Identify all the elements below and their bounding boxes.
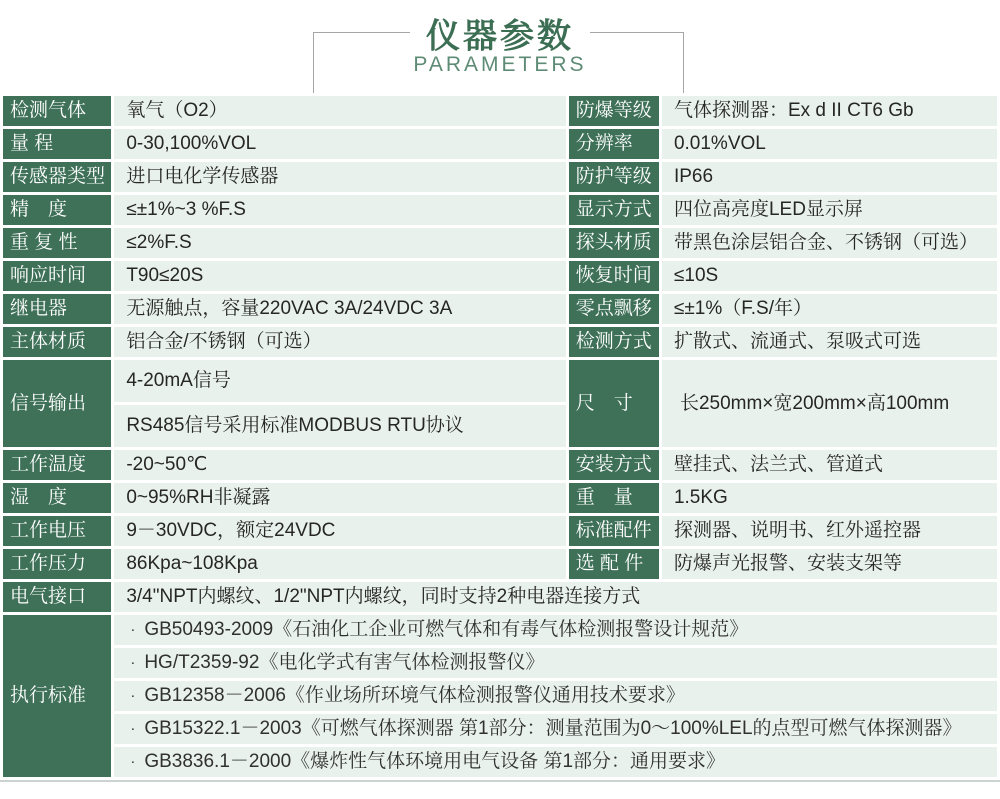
param-label: 主体材质 (3, 327, 111, 357)
table-row (3, 450, 997, 480)
table-row (3, 261, 997, 291)
param-value: 带黑色涂层铝合金、不锈钢（可选） (662, 228, 997, 258)
page-subtitle: PARAMETERS (413, 53, 587, 76)
bullet-icon: · (130, 720, 136, 738)
table-row-electrical (3, 582, 997, 612)
table-row (3, 162, 997, 192)
param-label: 显示方式 (569, 195, 659, 225)
param-label: 安装方式 (569, 450, 659, 480)
param-label: 湿 度 (3, 483, 111, 513)
standard-item (114, 615, 997, 645)
parameters-table (0, 93, 1000, 780)
param-value: 防爆声光报警、安装支架等 (662, 549, 997, 579)
param-label: 分辨率 (569, 129, 659, 159)
param-label: 工作温度 (3, 450, 111, 480)
table-row (3, 327, 997, 357)
param-label: 重 量 (569, 483, 659, 513)
electrical-interface-value: 3/4"NPT内螺纹、1/2"NPT内螺纹，同时支持2种电器连接方式 (114, 582, 997, 612)
table-row (3, 96, 997, 126)
param-value: 9－30VDC，额定24VDC (114, 516, 565, 546)
header (0, 0, 1000, 93)
param-label: 防护等级 (569, 162, 659, 192)
bullet-icon: · (130, 687, 136, 705)
electrical-interface-label: 电气接口 (3, 582, 111, 612)
param-label: 传感器类型 (3, 162, 111, 192)
param-value: 0~95%RH非凝露 (114, 483, 565, 513)
table-row-standard (3, 681, 997, 711)
table-row-standard (3, 747, 997, 777)
standard-item-text: GB15322.1－2003《可燃气体探测器 第1部分：测量范围为0～100%LEL的点型可燃气体探测器》 (144, 718, 962, 740)
standards-label: 执行标准 (3, 615, 111, 777)
param-value: 无源触点，容量220VAC 3A/24VDC 3A (114, 294, 565, 324)
table-row (3, 228, 997, 258)
table-row (3, 195, 997, 225)
param-value: ≤10S (662, 261, 997, 291)
signal-output-label: 信号输出 (3, 360, 111, 447)
param-value: 壁挂式、法兰式、管道式 (662, 450, 997, 480)
param-label: 零点飘移 (569, 294, 659, 324)
signal-output-value-2: RS485信号采用标准MODBUS RTU协议 (114, 405, 565, 447)
table-row (3, 516, 997, 546)
bottom-divider (0, 780, 1000, 782)
table-row (3, 294, 997, 324)
param-label: 选 配 件 (569, 549, 659, 579)
bullet-icon: · (130, 753, 136, 771)
param-value: 1.5KG (662, 483, 997, 513)
param-label: 继电器 (3, 294, 111, 324)
param-value: 86Kpa~108Kpa (114, 549, 565, 579)
param-value: -20~50℃ (114, 450, 565, 480)
param-value: 进口电化学传感器 (114, 162, 565, 192)
table-row (3, 483, 997, 513)
page-title: 仪器参数 (410, 9, 590, 58)
table-row-standard (3, 648, 997, 678)
standard-item-text: GB12358－2006《作业场所环境气体检测报警仪通用技术要求》 (144, 685, 685, 707)
param-label: 恢复时间 (569, 261, 659, 291)
param-value: IP66 (662, 162, 997, 192)
param-label: 工作电压 (3, 516, 111, 546)
param-value: 氧气（O2） (114, 96, 565, 126)
standard-item-text: GB50493-2009《石油化工企业可燃气体和有毒气体检测报警设计规范》 (144, 619, 749, 641)
param-label: 探头材质 (569, 228, 659, 258)
table-row-signal-output (3, 360, 997, 402)
standard-item (114, 648, 997, 678)
dimensions-label: 尺 寸 (569, 360, 659, 447)
standard-item-text: HG/T2359-92《电化学式有害气体检测报警仪》 (144, 652, 545, 674)
param-value: 0.01%VOL (662, 129, 997, 159)
param-value: 探测器、说明书、红外遥控器 (662, 516, 997, 546)
param-label: 检测方式 (569, 327, 659, 357)
standard-item (114, 681, 997, 711)
standard-item-text: GB3836.1－2000《爆炸性气体环境用电气设备 第1部分：通用要求》 (144, 751, 726, 773)
param-label: 量 程 (3, 129, 111, 159)
dimensions-value: 长250mm×宽200mm×高100mm (662, 360, 997, 447)
param-value: T90≤20S (114, 261, 565, 291)
bullet-icon: · (130, 654, 136, 672)
signal-output-value-1: 4-20mA信号 (114, 360, 565, 402)
table-row (3, 549, 997, 579)
param-value: 扩散式、流通式、泵吸式可选 (662, 327, 997, 357)
param-value: 气体探测器：Ex d II CT6 Gb (662, 96, 997, 126)
param-label: 防爆等级 (569, 96, 659, 126)
param-label: 响应时间 (3, 261, 111, 291)
param-label: 标准配件 (569, 516, 659, 546)
param-value: 铝合金/不锈钢（可选） (114, 327, 565, 357)
param-label: 工作压力 (3, 549, 111, 579)
table-row (3, 129, 997, 159)
param-label: 重 复 性 (3, 228, 111, 258)
param-label: 检测气体 (3, 96, 111, 126)
param-value: ≤±1%（F.S/年） (662, 294, 997, 324)
param-value: 0-30,100%VOL (114, 129, 565, 159)
param-value: ≤±1%~3 %F.S (114, 195, 565, 225)
standard-item (114, 714, 997, 744)
standard-item (114, 747, 997, 777)
param-label: 精 度 (3, 195, 111, 225)
table-row-standard (3, 714, 997, 744)
table-row-standard (3, 615, 997, 645)
param-value: ≤2%F.S (114, 228, 565, 258)
param-value: 四位高亮度LED显示屏 (662, 195, 997, 225)
bullet-icon: · (130, 621, 136, 639)
